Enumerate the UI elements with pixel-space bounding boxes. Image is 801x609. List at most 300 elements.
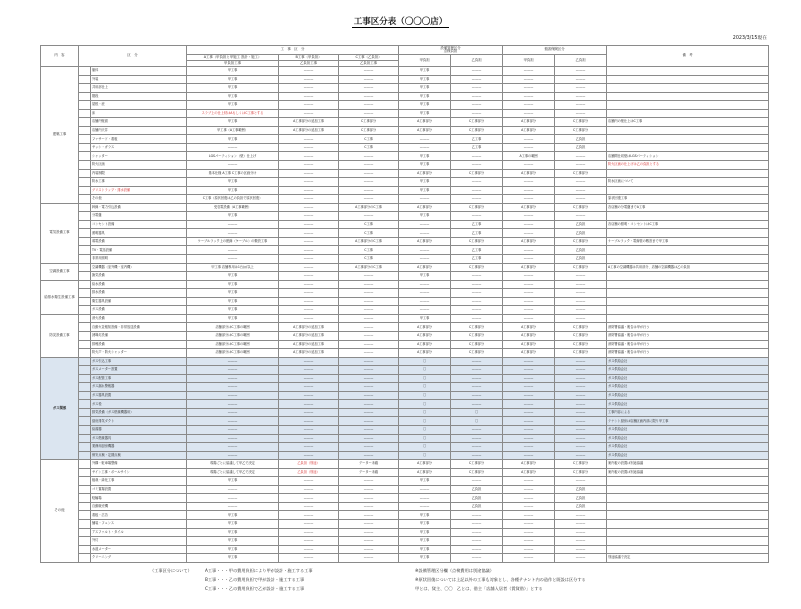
kanri-a-cell: ——— — [399, 135, 451, 144]
c-koji-cell: ——— — [339, 101, 399, 110]
item-cell: 分電盤 — [91, 212, 187, 221]
item-cell: 外灯 — [91, 537, 187, 546]
sub-cell — [79, 255, 91, 264]
kanri-b-cell: ——— — [451, 178, 503, 187]
item-cell: 植栽・緑化工事 — [91, 477, 187, 486]
remarks-cell: 消防署協議・報告は甲が行う — [607, 323, 769, 332]
sonpo-b-cell: ——— — [555, 280, 607, 289]
table-row — [41, 511, 769, 520]
a-koji-cell: 甲工事（A工事範囲） — [187, 126, 279, 135]
remarks-cell — [607, 246, 769, 255]
sonpo-a-cell: ——— — [503, 417, 555, 426]
kanri-b-cell: ——— — [451, 374, 503, 383]
kanri-b-cell: ——— — [451, 186, 503, 195]
a-koji-cell: 甲工事 — [187, 528, 279, 537]
sonpo-b-cell: ——— — [555, 528, 607, 537]
kanri-a-cell: 〇 — [399, 425, 451, 434]
sub-cell — [79, 186, 91, 195]
sub-cell — [79, 118, 91, 127]
sonpo-b-cell: ——— — [555, 178, 607, 187]
sub-cell — [79, 84, 91, 93]
sonpo-b-cell: 乙負担 — [555, 246, 607, 255]
kanri-b-cell: ——— — [451, 152, 503, 161]
header-c-koji: C工事（乙負担） — [339, 55, 399, 61]
b-koji-cell: ——— — [279, 67, 339, 76]
sonpo-a-cell: ——— — [503, 135, 555, 144]
kanri-a-cell: ——— — [399, 280, 451, 289]
category-cell: 防災設備工事 — [41, 314, 79, 357]
sonpo-b-cell: ——— — [555, 451, 607, 460]
kanri-a-cell: ——— — [399, 502, 451, 511]
sonpo-a-cell: A工事部分 — [503, 331, 555, 340]
b-koji-cell: 乙負担（別途） — [279, 468, 339, 477]
remarks-cell — [607, 306, 769, 315]
sub-cell — [79, 178, 91, 187]
sonpo-a-cell: A工事部分 — [503, 169, 555, 178]
sub-cell — [79, 220, 91, 229]
table-row — [41, 229, 769, 238]
kanri-a-cell: ——— — [399, 289, 451, 298]
kanri-a-cell: 〇 — [399, 366, 451, 375]
kanri-a-cell: 甲工事 — [399, 186, 451, 195]
sub-cell — [79, 75, 91, 84]
sonpo-b-cell: ——— — [555, 314, 607, 323]
c-koji-cell: ——— — [339, 178, 399, 187]
kanri-b-cell: 乙工事 — [451, 229, 503, 238]
kanri-b-cell: ——— — [451, 528, 503, 537]
sonpo-b-cell: C工事部分 — [555, 468, 607, 477]
table-row — [41, 323, 769, 332]
a-koji-cell: 甲工事 — [187, 477, 279, 486]
sonpo-b-cell: 乙負担 — [555, 255, 607, 264]
a-koji-cell: ——— — [187, 408, 279, 417]
remarks-cell: 防水区画について — [607, 178, 769, 187]
a-koji-cell: 甲工事 — [187, 272, 279, 281]
c-koji-cell: C工事部分 — [339, 118, 399, 127]
sub-cell — [79, 434, 91, 443]
sonpo-a-cell: A工事部分 — [503, 126, 555, 135]
sonpo-b-cell: ——— — [555, 425, 607, 434]
sub-cell — [79, 212, 91, 221]
b-koji-cell: ——— — [279, 306, 339, 315]
header-koji-kubun: 工 事 区 分 — [187, 46, 399, 55]
kanri-a-cell: 甲工事 — [399, 84, 451, 93]
remarks-cell — [607, 297, 769, 306]
table-row — [41, 263, 769, 272]
kanri-b-cell: ——— — [451, 280, 503, 289]
header-b-koji: B工事（甲負担） — [279, 55, 339, 61]
item-cell: ガス設備 — [91, 306, 187, 315]
remarks-cell — [607, 528, 769, 537]
table-row — [41, 220, 769, 229]
remarks-cell — [607, 75, 769, 84]
c-koji-cell: ——— — [339, 109, 399, 118]
kanri-b-cell: ——— — [451, 366, 503, 375]
sub-cell — [79, 374, 91, 383]
sonpo-b-cell: C工事部分 — [555, 169, 607, 178]
b-koji-cell: ——— — [279, 220, 339, 229]
table-row — [41, 109, 769, 118]
b-koji-cell: ——— — [279, 417, 339, 426]
a-koji-cell: ——— — [187, 357, 279, 366]
sub-cell — [79, 289, 91, 298]
remarks-cell — [607, 502, 769, 511]
b-koji-cell: ——— — [279, 425, 339, 434]
kanri-a-cell: A工事部分 — [399, 169, 451, 178]
table-row — [41, 425, 769, 434]
sonpo-b-cell: ——— — [555, 391, 607, 400]
c-koji-cell: ——— — [339, 272, 399, 281]
item-cell: 排煙設備 — [91, 340, 187, 349]
a-koji-cell: 甲工事 — [187, 212, 279, 221]
c-koji-cell: A工事部分のC工事 — [339, 263, 399, 272]
a-koji-cell: ——— — [187, 383, 279, 392]
sonpo-b-cell: ——— — [555, 84, 607, 93]
header-sonpo-group: 損害保険区分 — [503, 46, 607, 55]
a-koji-cell: ——— — [187, 161, 279, 170]
sub-cell — [79, 263, 91, 272]
sonpo-b-cell: ——— — [555, 272, 607, 281]
sonpo-b-cell: ——— — [555, 519, 607, 528]
sonpo-b-cell: C工事部分 — [555, 237, 607, 246]
sub-cell — [79, 408, 91, 417]
item-cell: 店舗内壁面 — [91, 118, 187, 127]
item-cell: 舗装・フェンス — [91, 519, 187, 528]
a-koji-cell: 甲工事 — [187, 92, 279, 101]
sonpo-a-cell: A工事部分 — [503, 203, 555, 212]
a-koji-cell: ——— — [187, 391, 279, 400]
kanri-b-cell: ——— — [451, 101, 503, 110]
item-cell: 水道メーター — [91, 545, 187, 554]
kanri-b-cell: C工事部分 — [451, 126, 503, 135]
sonpo-b-cell: ——— — [555, 366, 607, 375]
sonpo-a-cell: ——— — [503, 272, 555, 281]
c-koji-cell: ——— — [339, 306, 399, 315]
sonpo-b-cell: ——— — [555, 289, 607, 298]
sonpo-b-cell: ——— — [555, 297, 607, 306]
sub-cell — [79, 237, 91, 246]
sonpo-b-cell: ——— — [555, 212, 607, 221]
sub-cell — [79, 306, 91, 315]
kanri-b-cell: ——— — [451, 84, 503, 93]
item-cell: 弱電設備 — [91, 237, 187, 246]
kanri-b-cell: ——— — [451, 511, 503, 520]
table-row — [41, 178, 769, 187]
b-koji-cell: A工事部分の追加工事 — [279, 118, 339, 127]
remarks-cell: ガス供給会社 — [607, 451, 769, 460]
c-koji-cell: ——— — [339, 297, 399, 306]
sonpo-a-cell: A工事部分 — [503, 349, 555, 358]
b-koji-cell: ——— — [279, 357, 339, 366]
kanri-a-cell: 〇 — [399, 434, 451, 443]
a-koji-cell: 甲工事 — [187, 511, 279, 520]
kanri-a-cell: ——— — [399, 297, 451, 306]
kanri-b-cell: ——— — [451, 554, 503, 563]
sonpo-a-cell: ——— — [503, 545, 555, 554]
c-koji-cell: ——— — [339, 186, 399, 195]
b-koji-cell: ——— — [279, 75, 339, 84]
kanri-b-cell: 乙工事 — [451, 255, 503, 264]
kanri-a-cell: A工事部分 — [399, 349, 451, 358]
table-row — [41, 537, 769, 546]
b-koji-cell: ——— — [279, 545, 339, 554]
b-koji-cell: ——— — [279, 195, 339, 204]
b-koji-cell: ——— — [279, 255, 339, 264]
c-koji-cell: ——— — [339, 323, 399, 332]
sub-cell — [79, 135, 91, 144]
page-title: 工事区分表（〇〇〇店） — [353, 17, 448, 27]
table-row — [41, 417, 769, 426]
kanri-a-cell: ——— — [399, 229, 451, 238]
sonpo-a-cell: ——— — [503, 494, 555, 503]
kanri-a-cell: ——— — [399, 143, 451, 152]
work-division-table — [40, 45, 769, 563]
item-cell: サッシ・ガラス — [91, 143, 187, 152]
b-koji-cell: ——— — [279, 135, 339, 144]
remarks-cell — [607, 229, 769, 238]
sonpo-a-cell: ——— — [503, 391, 555, 400]
item-cell: 給湯器 — [91, 425, 187, 434]
kanri-a-cell: A工事部分 — [399, 340, 451, 349]
sonpo-b-cell: ——— — [555, 92, 607, 101]
category-cell: その他 — [41, 460, 79, 563]
table-row — [41, 289, 769, 298]
a-koji-cell: 甲工事 — [187, 280, 279, 289]
table-row — [41, 434, 769, 443]
kanri-b-cell: C工事部分 — [451, 331, 503, 340]
b-koji-cell: ——— — [279, 502, 339, 511]
sonpo-b-cell: ——— — [555, 400, 607, 409]
kanri-b-cell: C工事部分 — [451, 118, 503, 127]
c-koji-cell: ——— — [339, 349, 399, 358]
a-koji-cell: 甲工事 — [187, 537, 279, 546]
c-koji-cell: ——— — [339, 75, 399, 84]
c-koji-cell: ——— — [339, 485, 399, 494]
item-cell: 自動販売機 — [91, 502, 187, 511]
sub-cell — [79, 246, 91, 255]
c-koji-cell: C工事部分 — [339, 126, 399, 135]
sonpo-b-cell: ——— — [555, 417, 607, 426]
kanri-a-cell: 甲工事 — [399, 314, 451, 323]
sonpo-b-cell: 乙負担 — [555, 135, 607, 144]
c-koji-cell: A工事部分のC工事 — [339, 237, 399, 246]
kanri-b-cell: ——— — [451, 161, 503, 170]
kanri-b-cell: ——— — [451, 272, 503, 281]
kanri-a-cell: 〇 — [399, 357, 451, 366]
remarks-cell: 別途協議で決定 — [607, 554, 769, 563]
sonpo-a-cell: ——— — [503, 143, 555, 152]
kanri-a-cell: 甲工事 — [399, 554, 451, 563]
sonpo-b-cell: ——— — [555, 67, 607, 76]
a-koji-cell: LGSパーティション（壁）仕上げ — [187, 152, 279, 161]
item-cell: 階段 — [91, 92, 187, 101]
sonpo-a-cell: ——— — [503, 186, 555, 195]
sonpo-a-cell: ——— — [503, 195, 555, 204]
kanri-b-cell: ——— — [451, 195, 503, 204]
sonpo-a-cell: ——— — [503, 554, 555, 563]
item-cell: 駐輪場 — [91, 494, 187, 503]
sonpo-a-cell: ——— — [503, 101, 555, 110]
b-koji-cell: ——— — [279, 109, 339, 118]
remarks-cell: テナント厨房は店舗区画内部に限り甲工事 — [607, 417, 769, 426]
kanri-a-cell: 甲工事 — [399, 92, 451, 101]
c-koji-cell: ——— — [339, 383, 399, 392]
kanri-b-cell: C工事部分 — [451, 349, 503, 358]
kanri-a-cell: A工事部分 — [399, 323, 451, 332]
sub-cell — [79, 323, 91, 332]
kanri-b-cell: 〇 — [451, 408, 503, 417]
table-row — [41, 468, 769, 477]
remarks-cell: ガス供給会社 — [607, 391, 769, 400]
kanri-a-cell: A工事部分 — [399, 118, 451, 127]
a-koji-cell: ——— — [187, 246, 279, 255]
sonpo-b-cell: ——— — [555, 374, 607, 383]
sonpo-a-cell: A工事部分 — [503, 118, 555, 127]
item-cell: 躯体 — [91, 67, 187, 76]
a-koji-cell: 甲工事 — [187, 178, 279, 187]
sub-cell — [79, 528, 91, 537]
header-a-koji: A工事（甲負担と甲施工 設計・施工） — [187, 55, 279, 61]
b-koji-cell: ——— — [279, 366, 339, 375]
kanri-b-cell: ——— — [451, 212, 503, 221]
kanri-a-cell: 甲工事 — [399, 67, 451, 76]
kanri-b-cell: 乙負担 — [451, 494, 503, 503]
sub-cell — [79, 357, 91, 366]
sonpo-a-cell: ——— — [503, 357, 555, 366]
b-koji-cell: ——— — [279, 203, 339, 212]
c-koji-cell: ——— — [339, 434, 399, 443]
sonpo-a-cell: A工事部分 — [503, 237, 555, 246]
a-koji-cell: 甲工事 — [187, 75, 279, 84]
c-koji-cell: C工事 — [339, 229, 399, 238]
a-koji-cell: ——— — [187, 220, 279, 229]
a-koji-cell: ——— — [187, 143, 279, 152]
header-kanri-b: 乙負担 — [451, 55, 503, 67]
item-cell: 厨房排気ダクト — [91, 417, 187, 426]
c-koji-cell: ——— — [339, 92, 399, 101]
remarks-cell — [607, 169, 769, 178]
kanri-b-cell: C工事部分 — [451, 169, 503, 178]
table-row — [41, 272, 769, 281]
sub-cell — [79, 143, 91, 152]
c-koji-cell: ——— — [339, 152, 399, 161]
a-koji-cell: ——— — [187, 494, 279, 503]
table-row — [41, 135, 769, 144]
kanri-a-cell: 甲工事 — [399, 528, 451, 537]
kanri-b-cell: ——— — [451, 400, 503, 409]
c-koji-cell: ——— — [339, 417, 399, 426]
b-koji-cell: A工事部分の追加工事 — [279, 349, 339, 358]
a-koji-cell: 店舗部分はC工事の範囲 — [187, 349, 279, 358]
c-koji-cell: ——— — [339, 451, 399, 460]
remarks-cell: ガス供給会社 — [607, 366, 769, 375]
item-cell: 防火区画 — [91, 161, 187, 170]
kanri-a-cell: 甲工事 — [399, 519, 451, 528]
item-cell: 衛生器具設備 — [91, 297, 187, 306]
c-koji-cell: ——— — [339, 502, 399, 511]
c-koji-cell: A工事部分のC工事 — [339, 203, 399, 212]
table-row — [41, 554, 769, 563]
c-koji-cell: C工事 — [339, 135, 399, 144]
remarks-cell — [607, 537, 769, 546]
kanri-b-cell: 乙工事 — [451, 143, 503, 152]
c-koji-cell: ——— — [339, 545, 399, 554]
sub-cell — [79, 349, 91, 358]
b-koji-cell: ——— — [279, 477, 339, 486]
sub-cell — [79, 443, 91, 452]
sub-cell — [79, 92, 91, 101]
kanri-a-cell: 甲工事 — [399, 152, 451, 161]
table-row — [41, 161, 769, 170]
sonpo-a-cell: ——— — [503, 289, 555, 298]
item-cell: クリーニング — [91, 554, 187, 563]
a-koji-cell: ——— — [187, 366, 279, 375]
sonpo-a-cell: A工事部分 — [503, 323, 555, 332]
remarks-cell — [607, 485, 769, 494]
table-row — [41, 237, 769, 246]
table-row — [41, 152, 769, 161]
kanri-a-cell: A工事部分 — [399, 331, 451, 340]
remarks-cell — [607, 519, 769, 528]
sub-cell — [79, 126, 91, 135]
kanri-b-cell: ——— — [451, 451, 503, 460]
b-koji-cell: ——— — [279, 186, 339, 195]
kanri-a-cell: 〇 — [399, 408, 451, 417]
sub-cell — [79, 314, 91, 323]
sub-cell — [79, 519, 91, 528]
header-biko: 備 考 — [607, 46, 769, 67]
table-row — [41, 374, 769, 383]
sonpo-b-cell: 乙負担 — [555, 143, 607, 152]
category-cell: 給排水衛生設備工事 — [41, 280, 79, 314]
sub-cell — [79, 331, 91, 340]
item-cell: 内装制限 — [91, 169, 187, 178]
kanri-a-cell: 〇 — [399, 383, 451, 392]
b-koji-cell: ——— — [279, 391, 339, 400]
b-koji-cell: ——— — [279, 169, 339, 178]
a-koji-cell: ——— — [187, 451, 279, 460]
legend-line: C工事・・・乙の費用負担で乙が設計・施工する工事 — [205, 586, 305, 591]
remarks-cell — [607, 494, 769, 503]
remarks-cell: ガス供給会社 — [607, 425, 769, 434]
category-cell: 建築工事 — [41, 67, 79, 204]
header-kubun: 区 分 — [79, 46, 187, 67]
sonpo-b-cell: ——— — [555, 554, 607, 563]
kanri-a-cell: 甲工事 — [399, 212, 451, 221]
remarks-cell — [607, 67, 769, 76]
b-koji-cell: ——— — [279, 263, 339, 272]
sub-cell — [79, 537, 91, 546]
remarks-cell: ケーブルラック・電線管の敷設まで甲工事 — [607, 237, 769, 246]
sonpo-a-cell: ——— — [503, 161, 555, 170]
sonpo-a-cell: ——— — [503, 67, 555, 76]
legend-line: ※原状回復については上記以外の工事も対象とし、各種テナント内の造作と既設は区分する — [415, 577, 586, 582]
sub-cell — [79, 67, 91, 76]
sub-cell — [79, 340, 91, 349]
c-koji-cell: ——— — [339, 84, 399, 93]
kanri-b-cell: ——— — [451, 357, 503, 366]
sonpo-b-cell: 乙負担 — [555, 502, 607, 511]
legend-title — [150, 566, 192, 575]
b-koji-cell: ——— — [279, 314, 339, 323]
a-koji-cell: 甲工事 — [187, 118, 279, 127]
sonpo-a-cell: ——— — [503, 511, 555, 520]
item-cell: 誘導灯設備 — [91, 331, 187, 340]
item-cell: 保安点検・定期点検 — [91, 451, 187, 460]
table-row — [41, 494, 769, 503]
b-koji-cell: ——— — [279, 237, 339, 246]
item-cell: 店舗内天井 — [91, 126, 187, 135]
